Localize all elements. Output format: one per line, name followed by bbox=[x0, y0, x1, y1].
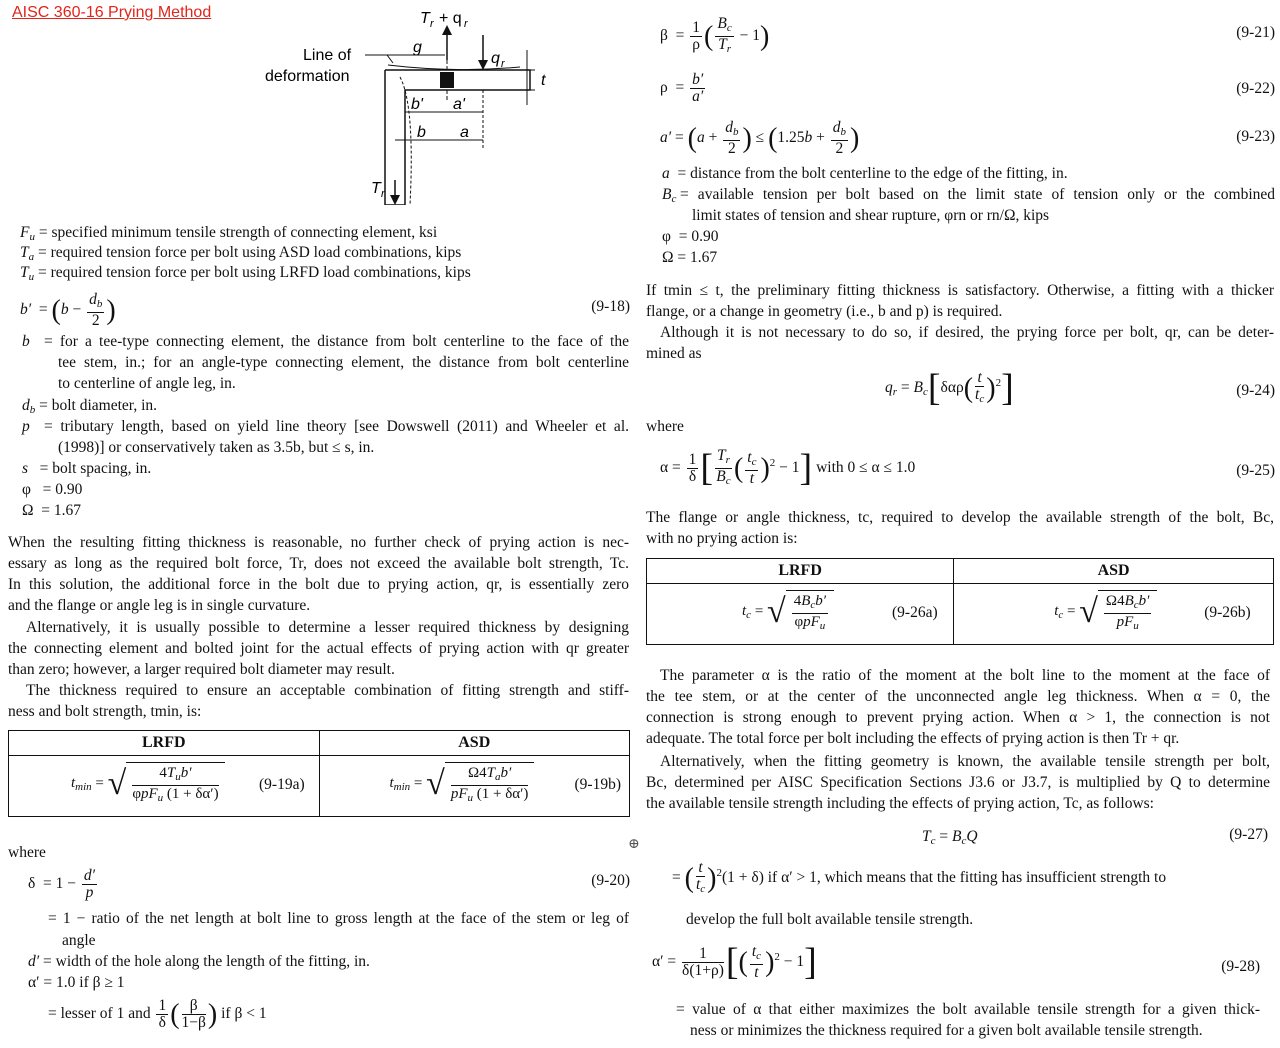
q-def-line1: = ( $\frac{t}{t_c}$ )$^2$(1 + δ) if α′ > 1, which means that the fitting has insufficient strength to bbox=[672, 859, 1167, 895]
cursor-icon: ⊕ bbox=[628, 837, 640, 852]
alphaprime-def-line2: ness or minimizes the thickness required for a given bolt available tensile strength. bbox=[690, 1022, 1203, 1039]
def-p-line1: = tributary length, based on yield line theory [see Dowswell (2011) and Wheeler et al. bbox=[44, 418, 629, 435]
eq-9-25-number: (9-25) bbox=[1236, 462, 1275, 479]
svg-text:+ q: + q bbox=[439, 10, 462, 27]
qr-label: q bbox=[491, 50, 500, 67]
line-of-deformation-label: Line of bbox=[303, 47, 352, 64]
right-para4-line2: the tee stem, or at the center of the unconnected angle leg thickness. When α = 0, the bbox=[646, 688, 1270, 705]
tmin-asd-header: ASD bbox=[319, 731, 630, 756]
tc-lrfd-header: LRFD bbox=[647, 559, 954, 584]
svg-text:r: r bbox=[464, 18, 468, 30]
alphaprime-lesser: = lesser of 1 and $\frac{1}{\delta}$ ( $\frac{\beta}{1-\beta}$ ) if β < 1 bbox=[48, 997, 267, 1031]
para1-line3: In this solution, the additional force in the bolt due to prying action, qr, is essentially zero bbox=[8, 576, 629, 593]
svg-text:r: r bbox=[430, 18, 434, 30]
right-para2-line1: Although it is not necessary to do so, if desired, the prying force per bolt, qr, can be deter- bbox=[660, 324, 1274, 341]
def-b-line1: = for a tee-type connecting element, the distance from bolt centerline to the face of the bbox=[44, 333, 629, 350]
a-prime-label: a' bbox=[453, 96, 465, 113]
def-db: $d_b$ = bolt diameter, in. bbox=[22, 397, 158, 416]
b-label: b bbox=[417, 124, 426, 141]
para2-line3: than zero; however, a larger required bolt diameter may result. bbox=[8, 661, 395, 678]
eq-9-25: α = $\frac{1}{\delta}$ [ $\frac{T_r}{B_c}$ ( $\frac{t_c}{t}$ )$^2$ − 1] with 0 ≤ α ≤ 1.0 bbox=[660, 447, 916, 489]
para2-line2: the connecting element and bolted joint for the actual effects of prying action with qr greater bbox=[8, 640, 629, 657]
right-para4-line3: connection is strong enough to prevent prying action. When α > 1, the connection is not bbox=[646, 709, 1270, 726]
def-b-line2: tee stem, in.; for an angle-type connecting element, the distance from bolt centerline bbox=[58, 354, 629, 371]
eq-9-23-number: (9-23) bbox=[1236, 128, 1275, 145]
def-tu: $T_u$ = required tension force per bolt using LRFD load combinations, kips bbox=[20, 264, 471, 283]
eq-9-20-number: (9-20) bbox=[591, 872, 630, 889]
prying-diagram bbox=[255, 5, 555, 205]
where-left: where bbox=[8, 844, 46, 861]
where-right: where bbox=[646, 418, 684, 435]
def-p-line2: (1998)] or conservatively taken as 3.5b, but ≤ s, in. bbox=[58, 439, 375, 456]
eq-9-24: $q_r = B_c[\delta\alpha\rho$( $\frac{t}{t_c}$ )$^2$] bbox=[885, 367, 1014, 409]
right-para4-line4: adequate. The total force per bolt including the effects of prying action is then Tr + qr. bbox=[646, 730, 1180, 747]
right-para3-line2: with no prying action is: bbox=[646, 530, 798, 547]
eq-9-26a-cell: $t_c$ = √ $\frac{4B_cb'}{\varphi pF_u}$ (9-26a) bbox=[647, 584, 954, 645]
def-s: s = bolt spacing, in. bbox=[22, 460, 152, 477]
def-a-right: a = distance from the bolt centerline to the edge of the fitting, in. bbox=[662, 165, 1068, 182]
aisc-prying-method-link[interactable]: AISC 360-16 Prying Method bbox=[12, 4, 212, 21]
def-ta: $T_a$ = required tension force per bolt using ASD load combinations, kips bbox=[20, 244, 462, 263]
def-b-line3: to centerline of angle leg, in. bbox=[58, 375, 236, 392]
eq-9-21: β = $\frac{1}{\rho}$ ( $\frac{B_c}{T_r}$ − 1) bbox=[660, 15, 770, 55]
def-p-symbol: p bbox=[22, 418, 30, 435]
eq-9-26b-number: (9-26b) bbox=[1204, 604, 1251, 621]
def-bc-line1: = available tension per bolt based on the limit state of tension only or the combined bbox=[680, 186, 1275, 203]
svg-text:r: r bbox=[381, 188, 385, 200]
para1-line4: and the flange or angle leg is in single curvature. bbox=[8, 597, 311, 614]
delta-def-line2: angle bbox=[62, 932, 96, 949]
right-para3-line1: The flange or angle thickness, tc, required to develop the available strength of the bolt, Bc, bbox=[646, 509, 1274, 526]
right-para4-line1: The parameter α is the ratio of the moment at the bolt line to the moment at the face of bbox=[660, 667, 1270, 684]
eq-9-22-number: (9-22) bbox=[1236, 80, 1275, 97]
def-bc-line2: limit states of tension and shear rupture, φrn or rn/Ω, kips bbox=[692, 207, 1050, 224]
delta-def-line1: = 1 − ratio of the net length at bolt line to gross length at the face of the stem or leg of bbox=[48, 910, 629, 927]
def-bc-symbol: $B_c$ bbox=[662, 186, 677, 205]
def-phi-right: φ = 0.90 bbox=[662, 228, 719, 245]
eq-9-26b-cell: $t_c$ = √ $\frac{\Omega 4B_cb'}{pF_u}$ (9-26b) bbox=[954, 584, 1274, 645]
eq-9-28: α′ = $\frac{1}{\delta(1+\rho)}$ [( $\frac{t_c}{t}$ )$^2$ − 1] bbox=[652, 941, 817, 983]
eq-9-18: b′ = (b − $\frac{d_b}{2}$ ) bbox=[20, 291, 116, 329]
def-omega-right: Ω = 1.67 bbox=[662, 249, 718, 266]
svg-text:deformation: deformation bbox=[265, 68, 350, 85]
eq-9-19b-cell: $t_{min}$ = √ $\frac{\Omega 4T_ab'}{pF_u (1 + \delta\alpha')}$ (9-19b) bbox=[319, 756, 630, 817]
svg-text:r: r bbox=[501, 58, 505, 70]
def-alphaprime: α′ = 1.0 if β ≥ 1 bbox=[28, 974, 125, 991]
right-para5-line1: Alternatively, when the fitting geometry is known, the available tensile strength per bolt, bbox=[660, 753, 1270, 770]
para1-line1: When the resulting fitting thickness is reasonable, no further check of prying action is nec- bbox=[8, 534, 629, 551]
eq-9-19b-number: (9-19b) bbox=[574, 776, 621, 793]
eq-9-19a-number: (9-19a) bbox=[259, 776, 305, 793]
def-fu: $F_u$ = specified minimum tensile strength of connecting element, ksi bbox=[20, 224, 438, 243]
eq-9-23: a′ = (a + $\frac{d_b}{2}$ ) ≤ (1.25b + $\frac{d_b}{2}$ ) bbox=[660, 119, 860, 157]
para2-line1: Alternatively, it is usually possible to determine a lesser required thickness by designing bbox=[26, 619, 629, 636]
para3-line2: ness and bolt strength, tmin, is: bbox=[8, 703, 202, 720]
tmin-table bbox=[8, 730, 630, 817]
para3-line1: The thickness required to ensure an acceptable combination of fitting strength and stiff- bbox=[26, 682, 629, 699]
eq-9-20: δ = 1 − $\frac{d'}{p}$ bbox=[28, 867, 96, 901]
right-para2-line2: mined as bbox=[646, 345, 702, 362]
def-omega: Ω = 1.67 bbox=[22, 502, 82, 519]
eq-9-18-number: (9-18) bbox=[591, 298, 630, 315]
para1-line2: essary as long as the required bolt force, Tr, does not exceed the available bolt strength, Tc. bbox=[8, 555, 629, 572]
eq-9-28-number: (9-28) bbox=[1221, 958, 1260, 975]
q-def-line2: develop the full bolt available tensile strength. bbox=[686, 911, 974, 928]
def-phi: φ = 0.90 bbox=[22, 481, 83, 498]
def-b-symbol: b bbox=[22, 333, 30, 350]
load-top-label: T bbox=[420, 10, 430, 27]
b-prime-label: b' bbox=[411, 96, 423, 113]
eq-9-19a-cell: $t_{min}$ = √ $\frac{4T_ub'}{\varphi pF_u (1 + \delta\alpha')}$ (9-19a) bbox=[9, 756, 320, 817]
eq-9-27-number: (9-27) bbox=[1229, 826, 1268, 843]
a-label: a bbox=[460, 124, 469, 141]
eq-9-24-number: (9-24) bbox=[1236, 382, 1275, 399]
right-para5-line3: the available tensile strength including the effects of prying action, Tc, as follows: bbox=[646, 795, 1154, 812]
right-para1-line2: flange, or a change in geometry (i.e., b and p) is required. bbox=[646, 303, 1003, 320]
tmin-lrfd-header: LRFD bbox=[9, 731, 320, 756]
eq-9-26a-number: (9-26a) bbox=[892, 604, 938, 621]
g-label: g bbox=[413, 39, 422, 56]
right-para1-line1: If tmin ≤ t, the preliminary fitting thickness is satisfactory. Otherwise, a fitting with a thicker bbox=[646, 282, 1274, 299]
t-label: t bbox=[541, 72, 546, 89]
eq-9-22: ρ = $\frac{b'}{a'}$ bbox=[660, 71, 704, 105]
eq-9-21-number: (9-21) bbox=[1236, 24, 1275, 41]
tc-asd-header: ASD bbox=[954, 559, 1274, 584]
load-bottom-label: T bbox=[371, 180, 381, 197]
alphaprime-def-line1: = value of α that either maximizes the bolt available tensile strength for a given thick- bbox=[676, 1001, 1260, 1018]
def-dprime: d′ = width of the hole along the length of the fitting, in. bbox=[28, 953, 370, 970]
right-para5-line2: Bc, determined per AISC Specification Sections J3.6 or J3.7, is multiplied by Q to determine bbox=[646, 774, 1270, 791]
eq-9-27: $T_c = B_cQ$ bbox=[922, 828, 978, 847]
tc-table bbox=[646, 558, 1274, 645]
